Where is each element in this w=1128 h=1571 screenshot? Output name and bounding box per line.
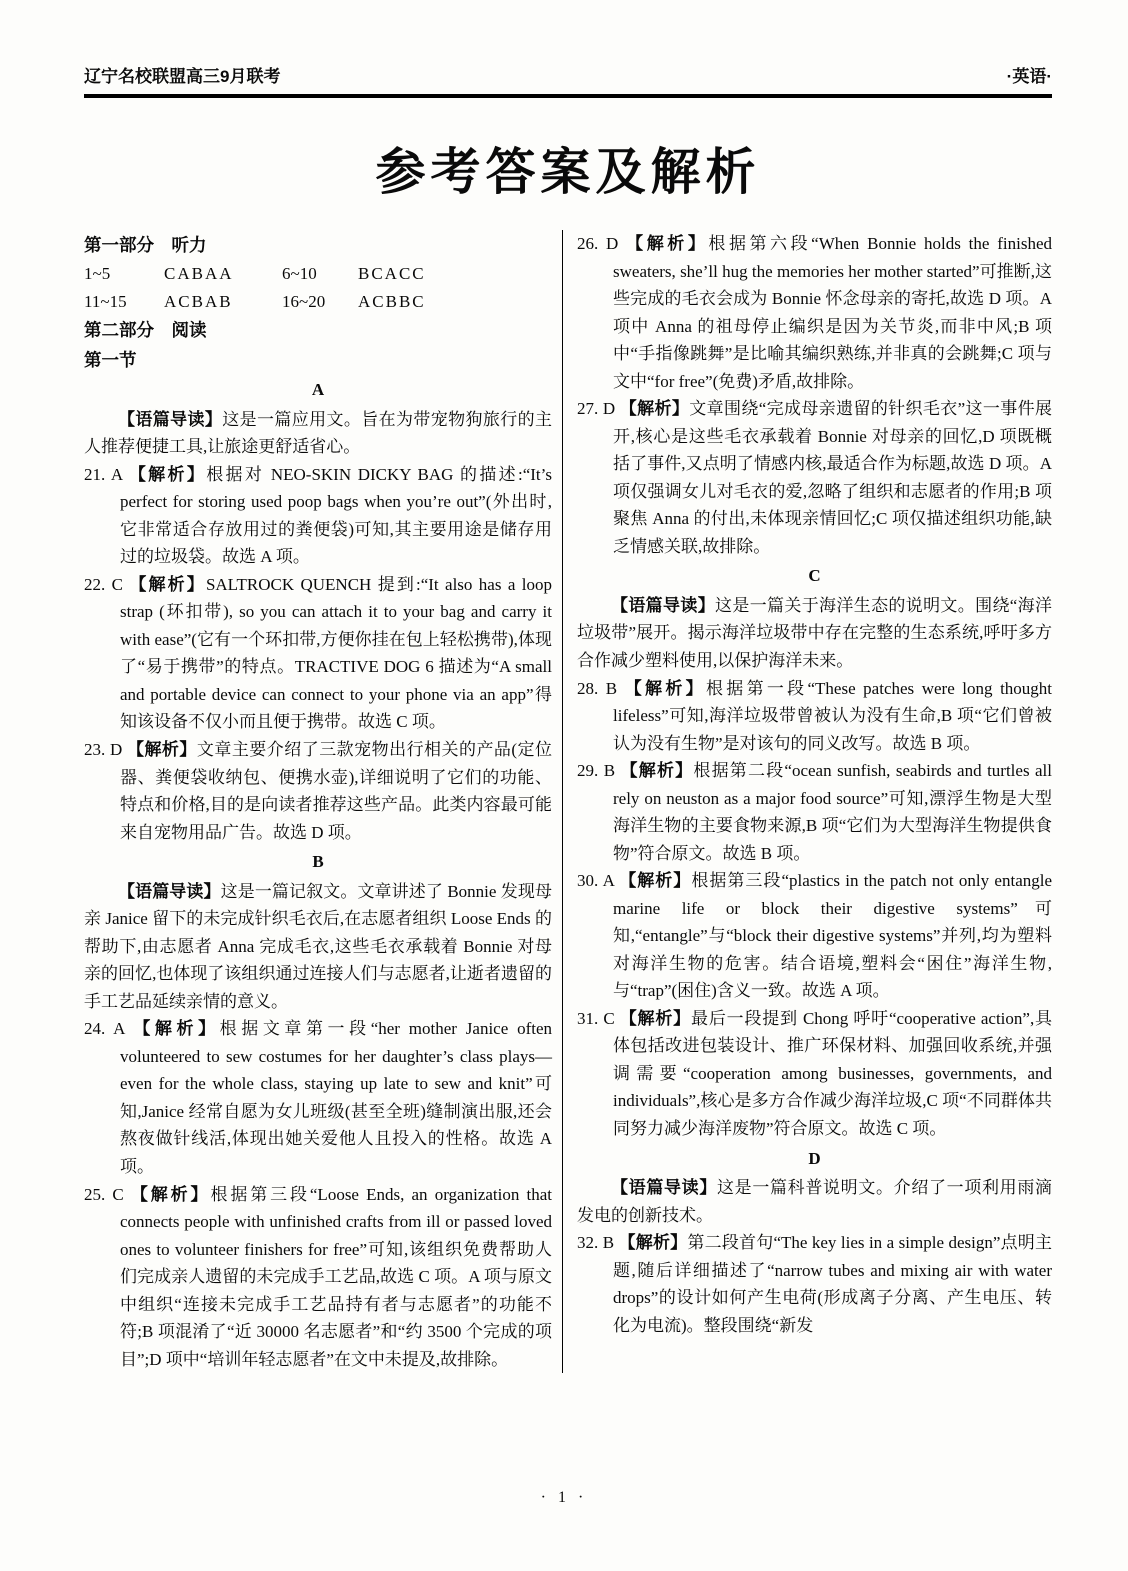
item-body: 根据对 NEO-SKIN DICKY BAG 的描述:“It’s perfect for storing used poop bags when you’re out”(外出时,它非常适合存放用过的粪便袋)可知,其主要用途是储存用过的垃圾袋。故选 A 项。 — [120, 464, 552, 567]
item-body: 根据第三段“Loose Ends, an organization that connects people with unfinished crafts from ill or passed loved ones to volunteer finishers for free”可知,该组织免费帮助人们完成亲人遗留的未完成手工艺品,故选 C 项。A 项与原文中组织“连接未完成手工艺品持有者与志愿者”的功能不符;B 项混淆了“近 30000 名志愿者”和“约 3500 个完成的项目”;D 项中“培训年轻志愿者”在文中未提及,故排除。 — [120, 1184, 552, 1369]
item-body: 文章围绕“完成母亲遗留的针织毛衣”这一事件展开,核心是这些毛衣承载着 Bonnie 对母亲的回忆,D 项既概括了事件,又点明了情感内核,最适合作为标题,故选 D 项。A 项仅强调女儿对毛衣的爱,忽略了组织和志愿者的作用;B 项聚焦 Anna 的付出,未体现亲情回忆;C 项仅描述组织功能,缺乏情感关联,故排除。 — [613, 399, 1053, 556]
item-number: 30. A — [577, 871, 614, 891]
analysis-tag: 【解析】 — [618, 1233, 688, 1253]
answer-letters: CABAA — [164, 264, 234, 284]
intro-text: 这是一篇关于海洋生态的说明文。围绕“海洋垃圾带”展开。揭示海洋垃圾带中存在完整的生态系统,呼吁多方合作减少塑料使用,以保护海洋未来。 — [577, 595, 1053, 670]
listening-answer-row — [84, 288, 552, 316]
part1-heading: 第一部分 听力 — [84, 235, 207, 255]
part2-heading: 第二部分 阅读 — [84, 320, 207, 341]
content-columns — [84, 230, 1052, 1373]
item-number: 28. B — [577, 678, 618, 698]
section1-heading: 第一节 — [84, 349, 137, 370]
analysis-tag: 【解析】 — [619, 871, 692, 891]
analysis-item-30 — [577, 867, 1052, 1005]
listening-answer-row — [84, 260, 552, 288]
intro-text: 这是一篇应用文。旨在为带宠物狗旅行的主人推荐便捷工具,让旅途更舒适省心。 — [84, 409, 552, 457]
item-number: 27. D — [577, 399, 616, 419]
passage-a-intro — [84, 406, 552, 461]
item-body: 第二段首句“The key lies in a simple design”点明主题,随后详细描述了“narrow tubes and mixing air with water drops”的设计如何产生电荷(形成离子分离、产生电压、转化为电流)。整段围绕“新发 — [613, 1233, 1053, 1335]
analysis-tag: 【解析】 — [619, 1008, 691, 1028]
passage-b-intro — [84, 878, 552, 1016]
item-number: 23. D — [84, 740, 123, 759]
analysis-item-26 — [577, 230, 1052, 395]
analysis-item-24 — [84, 1015, 552, 1180]
answer-range: 1~5 — [84, 264, 111, 284]
analysis-item-22 — [84, 571, 552, 736]
item-body: 根据第六段“When Bonnie holds the finished sweaters, she’ll hug the memories her mother started”可推断,这些完成的毛衣会成为 Bonnie 怀念母亲的寄托,故选 D 项。A 项中 Anna 的祖母停止编织是因为关节炎,而非中风;B 项中“手指像跳舞”是比喻其编织熟练,并非真的会跳舞;C 项与文中“for free”(免费)矛盾,故排除。 — [613, 234, 1053, 391]
item-number: 21. A — [84, 464, 123, 484]
analysis-item-31 — [577, 1005, 1052, 1143]
answer-range: 6~10 — [282, 264, 317, 284]
item-number: 26. D — [577, 234, 619, 253]
analysis-tag: 【解析】 — [126, 740, 197, 759]
item-number: 22. C — [84, 574, 123, 594]
analysis-item-25 — [84, 1181, 552, 1374]
analysis-tag: 【解析】 — [620, 761, 694, 781]
page-number: · 1 · — [540, 1489, 588, 1506]
passage-c-label: C — [808, 566, 821, 586]
page-header — [84, 62, 1052, 98]
analysis-item-23 — [84, 736, 552, 846]
item-body: 最后一段提到 Chong 呼吁“cooperative action”,具体包括改进包装设计、推广环保材料、加强回收系统,并强调需要“cooperation among businesses, governments, and individuals”,核心是多方合作减少海洋垃圾,C 项“不同群体共同努力减少海洋废物”符合原文。故选 C 项。 — [613, 1008, 1053, 1138]
item-body: 根据第一段“These patches were long thought lifeless”可知,海洋垃圾带曾被认为没有生命,B 项“它们曾被认为没有生物”是对该句的同义改写。故选 B 项。 — [613, 678, 1053, 753]
analysis-item-28 — [577, 675, 1052, 758]
page-footer — [0, 1489, 1128, 1507]
analysis-item-32 — [577, 1229, 1052, 1339]
answer-range: 11~15 — [84, 291, 127, 311]
item-body: 文章主要介绍了三款宠物出行相关的产品(定位器、粪便袋收纳包、便携水壶),详细说明了它们的功能、特点和价格,目的是向读者推荐这些产品。此类内容最可能来自宠物用品广告。故选 D 项。 — [120, 740, 553, 842]
intro-text: 这是一篇记叙文。文章讲述了 Bonnie 发现母亲 Janice 留下的未完成针织毛衣后,在志愿者组织 Loose Ends 的帮助下,由志愿者 Anna 完成毛衣,这些毛衣承载着 Bonnie 对母亲的回忆,也体现了该组织通过连接人们与志愿者,让逝者遗留的手工艺品延续亲情的意义。 — [84, 881, 552, 1011]
item-body: SALTROCK QUENCH 提到:“It also has a loop strap (环扣带), so you can attach it to your bag and carry it with ease”(它有一个环扣带,方便你挂在包上轻松携带),体现了“易于携带”的特点。TRACTIVE DOG 6 描述为“A small and portable device can connect to your phone via an app”得知该设备不仅小而且便于携带。故选 C 项。 — [120, 574, 553, 732]
item-number: 24. A — [84, 1019, 125, 1039]
analysis-item-29 — [577, 757, 1052, 867]
item-body: 根据第二段“ocean sunfish, seabirds and turtles all rely on neuston as a major food source”可知,漂浮生物是大型海洋生物的主要食物来源,B 项“它们为大型海洋生物提供食物”符合原文。故选 B 项。 — [613, 761, 1053, 863]
item-number: 32. B — [577, 1233, 615, 1253]
intro-tag: 【语篇导读】 — [118, 881, 221, 901]
intro-tag: 【语篇导读】 — [611, 1178, 717, 1198]
item-number: 31. C — [577, 1008, 615, 1028]
intro-text: 这是一篇科普说明文。介绍了一项利用雨滴发电的创新技术。 — [577, 1178, 1052, 1225]
passage-b-label: B — [312, 852, 324, 872]
page-title: 参考答案及解析 — [375, 144, 761, 200]
answer-letters: ACBBC — [358, 291, 426, 311]
analysis-tag: 【解析】 — [130, 1184, 211, 1204]
exam-name: 辽宁名校联盟高三9月联考 — [84, 67, 281, 86]
item-number: 25. C — [84, 1184, 124, 1204]
analysis-tag: 【解析】 — [619, 399, 690, 419]
analysis-item-21 — [84, 461, 552, 571]
analysis-tag: 【解析】 — [626, 234, 709, 253]
analysis-tag: 【解析】 — [624, 678, 706, 698]
analysis-tag: 【解析】 — [128, 464, 207, 484]
item-body: 根据文章第一段“her mother Janice often volunteered to sew costumes for her daughter’s class plays—even for the whole class, staying up late to sew and knit”可知,Janice 经常自愿为女儿班级(甚至全班)缝制演出服,还会熬夜做针线活,体现出她关爱他人且投入的性格。故选 A 项。 — [120, 1019, 553, 1176]
passage-d-label: D — [808, 1148, 821, 1168]
passage-a-label: A — [311, 380, 325, 400]
analysis-tag: 【解析】 — [129, 574, 206, 594]
subject-label: ·英语· — [1006, 67, 1052, 86]
passage-d-intro — [577, 1174, 1052, 1229]
intro-tag: 【语篇导读】 — [118, 409, 223, 429]
answer-letters: ACBAB — [164, 291, 233, 311]
analysis-item-27 — [577, 395, 1052, 560]
analysis-tag: 【解析】 — [133, 1019, 220, 1039]
answer-range: 16~20 — [282, 291, 326, 311]
item-number: 29. B — [577, 761, 616, 781]
answer-letters: BCACC — [358, 264, 426, 284]
left-column — [84, 230, 562, 1373]
passage-c-intro — [577, 592, 1052, 675]
item-body: 根据第三段“plastics in the patch not only entangle marine life or block their digestive systems”可知,“entangle”与“block their digestive systems”并列,均为塑料对海洋生物的危害。结合语境,塑料会“困住”海洋生物,与“trap”(困住)含义一致。故选 A 项。 — [613, 871, 1053, 1001]
right-column — [563, 230, 1052, 1373]
intro-tag: 【语篇导读】 — [611, 595, 716, 615]
